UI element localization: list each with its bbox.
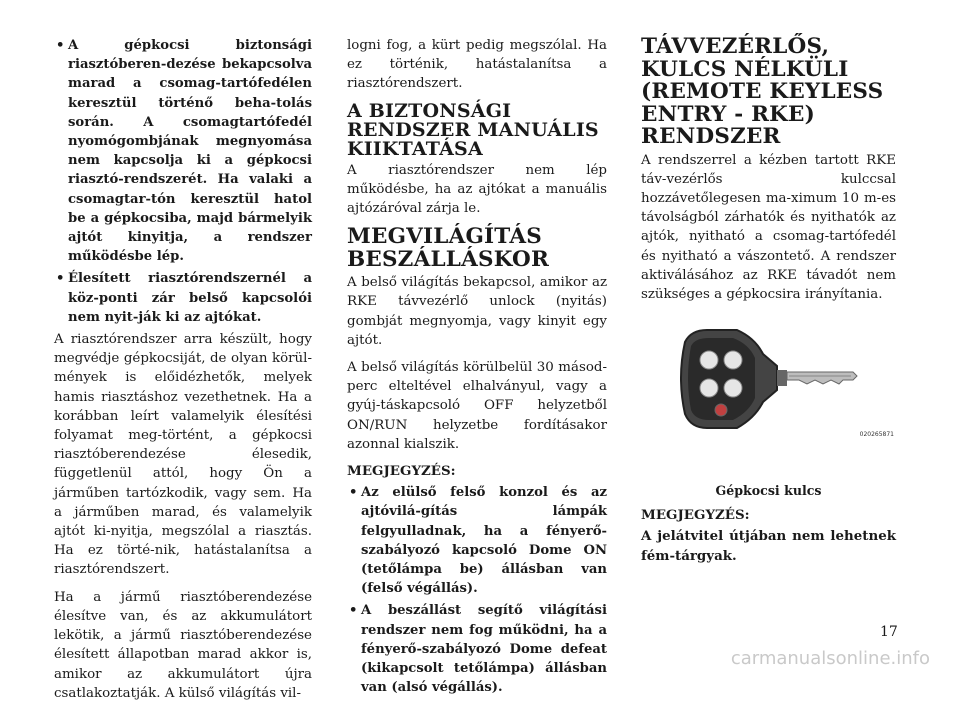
paragraph: A riasztórendszer nem lép működésbe, ha az ajtókat a manuális ajtózáróval zárja le. — [347, 162, 607, 217]
paragraph: A belső világítás bekapcsol, amikor az RKE távvezérlő unlock (nyitás) gombját megnyomja, vagy kinyit egy ajtót. — [347, 275, 607, 348]
section-heading-illuminated-entry: MEGVILÁGÍTÁS BESZÁLLÁSKOR — [347, 224, 550, 272]
page-number: 17 — [880, 624, 898, 640]
watermark: carmanualsonline.info — [730, 648, 930, 669]
figure-caption: Gépkocsi kulcs — [715, 483, 822, 499]
note-label: MEGJEGYZÉS: — [347, 463, 456, 480]
paragraph-continuation: logni fog, a kürt pedig megszólal. Ha ez történik, hatástalanítsa a riasztórendszert. — [347, 38, 607, 92]
figure-code: 020265871 — [859, 431, 894, 439]
bullet-text: A gépkocsi biztonsági riasztóberen-dezése bekapcsolva marad a csomag-tartófedélen keresztül történő beha-tolás során. A csomagtartófedél nyomógombjának megnyomása nem kapcsolja ki a gépkocsi riasztó-rendszerét. Ha valaki a csomagtar-tón keresztül hatol be a gépkocsiba, majd bármelyik ajtót kinyitja, a rendszer működésbe lép. — [68, 38, 312, 265]
paragraph: A belső világítás körülbelül 30 másod-perc elteltével elhalványul, vagy a gyúj-táskapcsoló OFF helyzetből ON/RUN helyzetbe fordításakor azonnal kialszik. — [347, 360, 607, 452]
note-bullet-2: • A beszállást segítő világítási rendszer nem fog működni, ha a fényerő-szabályozó Dome defeat (kikapcsolt tetőlámpa) állásban van (alsó végállás). — [349, 603, 607, 696]
note-text: A jelátvitel útjában nem lehetnek fém-tárgyak. — [641, 528, 896, 564]
paragraph: A rendszerrel a kézben tartott RKE táv-vezérlős kulccsal hozzávetőlegesen ma-ximum 10 m-es távolságból zárhatók és nyithatók az ajtók, nyitható a csomag-tartófedél és nyitható a vászontető. A rendszer aktiválásához az RKE távadót nem szükséges a gépkocsira irányítania. — [641, 152, 896, 302]
key-figure — [641, 318, 896, 478]
note-label: MEGJEGYZÉS: — [641, 507, 750, 524]
warning-bullet-1: • A gépkocsi biztonsági riasztóberen-dezése bekapcsolva marad a csomag-tartófedélen keresztül történő beha-tolás során. A csomagtartófedél nyomógombjának megnyomása nem kapcsolja ki a gépkocsi riasztó-rendszerét. Ha valaki a csomagtar-tón keresztül hatol be a gépkocsiba, majd bármelyik ajtót kinyitja, a rendszer működésbe lép. — [56, 38, 312, 265]
section-heading-rke: TÁVVEZÉRLŐS, KULCS NÉLKÜLI (REMOTE KEYLESS ENTRY - RKE) RENDSZER — [641, 34, 884, 149]
key-fob-image — [667, 318, 867, 438]
bullet-text: Élesített riasztórendszernél a köz-ponti zár belső kapcsolói nem nyit-ják ki az ajtókat. — [68, 271, 312, 325]
bullet-text: A beszállást segítő világítási rendszer nem fog működni, ha a fényerő-szabályozó Dome defeat (kikapcsolt tetőlámpa) állásban van (alsó végállás). — [361, 603, 607, 696]
column-left — [54, 36, 312, 711]
bullet-text: Az elülső felső konzol és az ajtóvilá-gítás lámpák felgyulladnak, ha a fényerő-szabályozó kapcsoló Dome ON (tetőlámpa be) állásban van (felső végállás). — [361, 485, 607, 597]
column-middle — [347, 36, 607, 700]
column-right — [641, 36, 896, 566]
section-heading-alarm-manual-override: A BIZTONSÁGI RENDSZER MANUÁLIS KIIKTATÁSA — [347, 99, 599, 160]
warning-bullet-2: • Élesített riasztórendszernél a köz-ponti zár belső kapcsolói nem nyit-ják ki az ajtókat. — [56, 271, 312, 325]
paragraph: A riasztórendszer arra készült, hogy megvédje gépkocsiját, de olyan körül-mények is előidézhetők, melyek hamis riasztáshoz vezethetnek. Ha a korábban leírt valamelyik élesítési folyamat meg-történt, a gépkocsi riasztóberendezése élesedik, függetlenül attól, hogy Ön a járműben tartózkodik, vagy sem. Ha a járműben marad, és valamelyik ajtót ki-nyitja, megszólal a riasztás. Ha ez törté-nik, hatástalanítsa a riasztórendszert. — [54, 332, 312, 578]
note-bullet-1: • Az elülső felső konzol és az ajtóvilá-gítás lámpák felgyulladnak, ha a fényerő-szabályozó kapcsoló Dome ON (tetőlámpa be) állásban van (felső végállás). — [349, 485, 607, 597]
paragraph: Ha a jármű riasztóberendezése élesítve van, és az akkumulátort lekötik, a jármű riasztóberendezése élesített állapotban marad akkor is, amikor az akkumulátort újra csatlakoztatják. A külső világítás vil- — [54, 589, 312, 701]
